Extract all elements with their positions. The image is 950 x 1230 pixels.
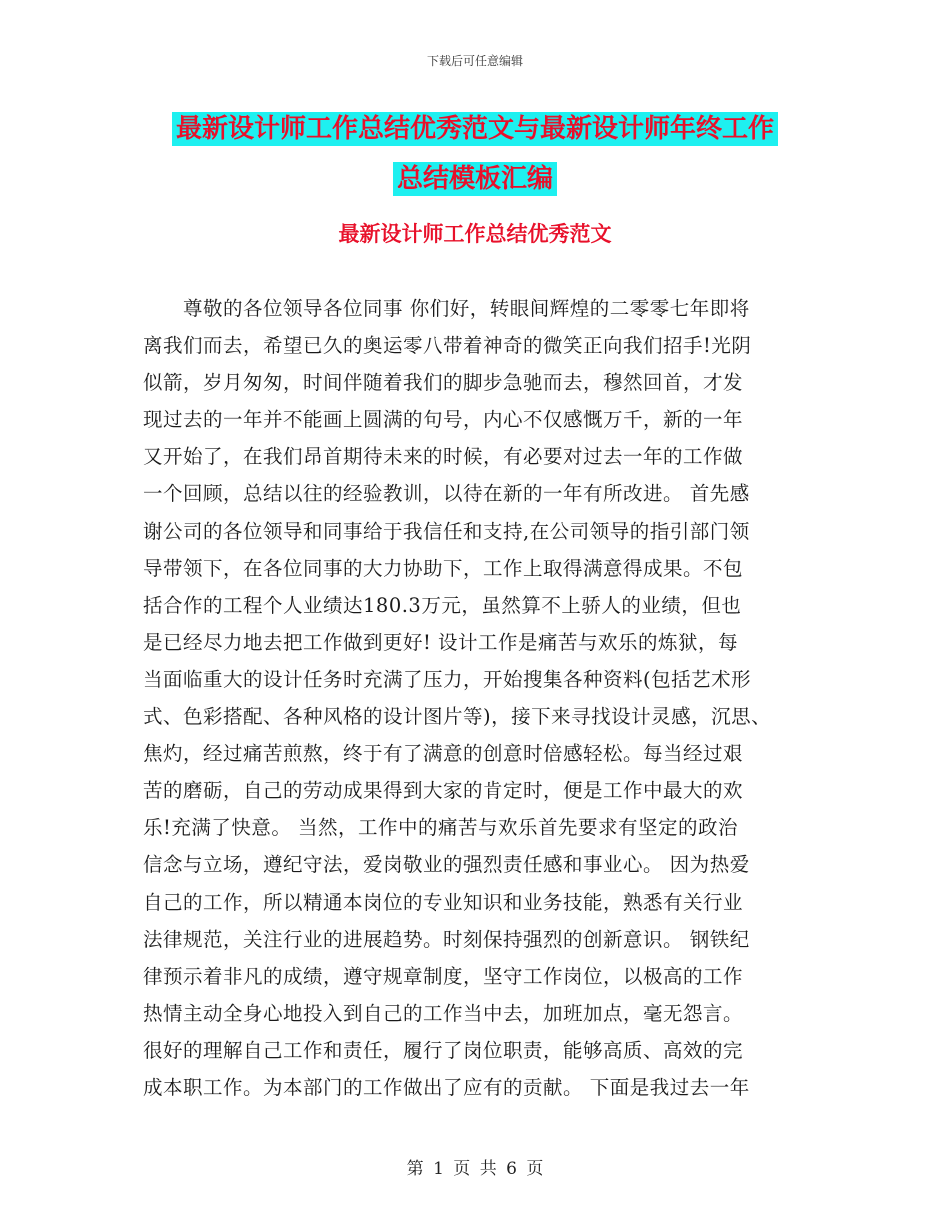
body-line: 焦灼，经过痛苦煎熬，终于有了满意的创意时倍感轻松。每当经过艰	[143, 742, 744, 766]
title-line-1: 最新设计师工作总结优秀范文与最新设计师年终工作	[172, 112, 778, 146]
body-line: 括合作的工程个人业绩达180.3万元，虽然算不上骄人的业绩，但也	[143, 593, 742, 617]
header-note: 下载后可任意编辑	[426, 54, 523, 68]
body-line: 苦的磨砺，自己的劳动成果得到大家的肯定时，便是工作中最大的欢	[143, 779, 744, 803]
body-line: 乐!充满了快意。 当然，工作中的痛苦与欢乐首先要求有坚定的政治	[143, 816, 739, 840]
title-line-2: 总结模板汇编	[393, 162, 557, 196]
body-line: 尊敬的各位领导各位同事 你们好，转眼间辉煌的二零零七年即将	[143, 297, 750, 320]
body-line: 热情主动全身心地投入到自己的工作当中去，加班加点，毫无怨言。	[143, 1001, 744, 1025]
body-line: 导带领下，在各位同事的大力协助下，工作上取得满意得成果。不包	[143, 556, 744, 580]
body-line: 又开始了，在我们昂首期待未来的时候，有必要对过去一年的工作做	[143, 445, 744, 469]
body-line: 谢公司的各位领导和同事给于我信任和支持,在公司领导的指引部门领	[143, 519, 750, 543]
body-line: 似箭，岁月匆匆，时间伴随着我们的脚步急驰而去，穆然回首，才发	[143, 371, 744, 395]
body-line: 律预示着非凡的成绩，遵守规章制度，坚守工作岗位，以极高的工作	[143, 964, 744, 988]
body-line: 信念与立场，遵纪守法，爱岗敬业的强烈责任感和事业心。 因为热爱	[143, 853, 750, 877]
body-line: 一个回顾，总结以往的经验教训，以待在新的一年有所改进。 首先感	[143, 482, 750, 506]
body-text	[143, 290, 813, 1106]
body-line: 法律规范，关注行业的进展趋势。时刻保持强烈的创新意识。 钢铁纪	[143, 927, 750, 951]
body-line: 成本职工作。为本部门的工作做出了应有的贡献。 下面是我过去一年	[143, 1075, 750, 1099]
body-line: 是已经尽力地去把工作做到更好! 设计工作是痛苦与欢乐的炼狱，每	[143, 630, 739, 654]
body-line: 式、色彩搭配、各种风格的设计图片等)，接下来寻找设计灵感，沉思、	[143, 705, 772, 729]
page-number-footer: 第 1 页 共 6 页	[406, 1159, 544, 1179]
document-title	[0, 104, 950, 204]
body-line: 自己的工作，所以精通本岗位的专业知识和业务技能，熟悉有关行业	[143, 890, 744, 914]
section-title: 最新设计师工作总结优秀范文	[338, 222, 612, 246]
body-line: 很好的理解自己工作和责任，履行了岗位职责，能够高质、高效的完	[143, 1038, 744, 1062]
body-line: 现过去的一年并不能画上圆满的句号，内心不仅感慨万千，新的一年	[143, 408, 744, 432]
body-line: 离我们而去，希望已久的奥运零八带着神奇的微笑正向我们招手!光阴	[143, 334, 752, 358]
body-line: 当面临重大的设计任务时充满了压力，开始搜集各种资料(包括艺术形	[143, 667, 752, 691]
